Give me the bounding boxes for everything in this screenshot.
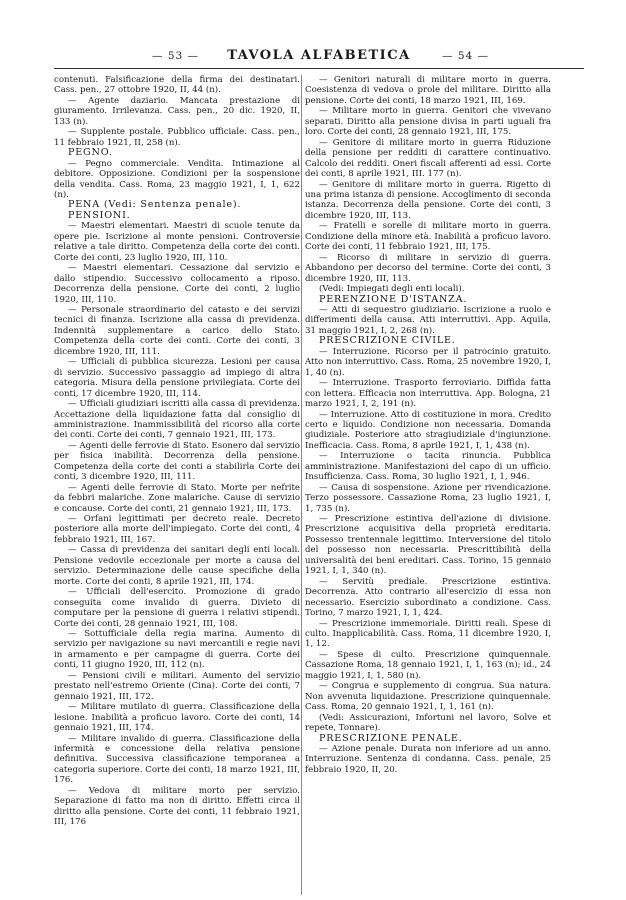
section-heading: PRESCRIZIONE CIVILE. — [319, 335, 456, 347]
entry: — Sottufficiale della regia marina. Aumento di servizio per navigazione su navi mercantili e regie navi in armamento e per campagne di guerra. Corte dei conti, 11 giugno 1920, III, 112 (n). — [54, 629, 300, 671]
entry: — Militare morto in guerra. Genitori che vivevano separati. Diritto alla pensione divisa in parti uguali fra loro. Corte dei conti, 28 gennaio 1921, III, 175. — [305, 106, 551, 138]
entry: — Maestri elementari. Maestri di scuole tenute da opere pie. Iscrizione al monte pensioni. Controversie relative a tale diritto. Competenza della corte dei conti. Corte dei conti, 23 luglio 1920, III, 110. — [54, 221, 300, 263]
right-column — [305, 75, 551, 775]
page-number-right: — 54 — — [442, 50, 490, 62]
entry: — Ufficiali dell'esercito. Promozione di grado conseguita come invalido di guerra. Divieto di computare per la pensione di guerra i relativi stipendi. Corte dei conti, 28 gennaio 1921, III, 108. — [54, 587, 300, 629]
section-heading: PERENZIONE D'ISTANZA. — [319, 293, 468, 305]
entry: — Interruzione. Trasporto ferroviario. Diffida fatta con lettera. Efficacia non interruttiva. App. Bologna, 21 marzo 1921, I, 2, 191 (n). — [305, 378, 551, 410]
column-divider — [301, 75, 302, 895]
entry: — Cassa di previdenza dei sanitari degli enti locali. Pensione vedovile eccezionale per morte a causa del servizio. Determinazione delle cause specifiche della morte. Corte dei conti, 8 aprile 1921, III, 174. — [54, 545, 300, 587]
entry: — Orfani legittimati per decreto reale. Decreto posteriore alla morte dell'impiegato. Corte dei conti, 4 febbraio 1921, III, 167. — [54, 514, 300, 545]
entry: — Ufficiali giudiziari iscritti alla cassa di previdenza. Accettazione della liquidazione fatta dal consiglio di amministrazione. Inammissibilità del ricorso alla corte dei conti. Corte dei conti, 7 gennaio 1921, III, 173. — [54, 399, 300, 441]
entry: — Azione penale. Durata non inferiore ad un anno. Interruzione. Sentenza di condanna. Cass. penale, 25 febbraio 1920, II, 20. — [305, 744, 551, 775]
page-header — [54, 48, 584, 68]
section-heading: PEGNO. — [68, 147, 113, 159]
entry: — Ufficiali di pubblica sicurezza. Lesioni per causa di servizio. Successivo passaggio ad impiego di altra categoria. Misura della pensione privilegiata. Corte dei conti, 17 dicembre 1920, III, 114. — [54, 357, 300, 399]
entry: — Prescrizione immemoriale. Diritti reali. Spese di culto. Inapplicabilità. Cass. Roma, 11 dicembre 1920, I, 1, 12. — [305, 618, 551, 650]
entry: — Interruzione o tacita rinuncia. Pubblica amministrazione. Manifestazioni del capo di un ufficio. Insufficienza. Cass. Roma, 30 luglio 1921, I, 1, 946. — [305, 451, 551, 483]
section-heading: PRESCRIZIONE PENALE. — [319, 732, 463, 744]
entry: — Atti di sequestro giudiziario. Iscrizione a ruolo e differimenti della causa. Atti interruttivi. App. Aquila, 31 maggio 1921, I, 2, 268 (n). — [305, 304, 551, 336]
entry: — Militare invalido di guerra. Classificazione della infermità e concessione della relativa pensione definitiva. Successiva classificazione temporanea a categoria superiore. Corte dei conti, 18 marzo 1921, III, 176. — [54, 733, 300, 786]
entry: — Maestri elementari. Cessazione dal servizio e dallo stipendio. Successivo collocamento a riposo. Decorrenza della pensione. Corte dei conti, 2 luglio 1920, III, 110. — [54, 263, 300, 305]
left-column — [54, 75, 300, 828]
entry: — Prescrizione estintiva dell'azione di divisione. Prescrizione acquisitiva della proprietà ereditaria. Possesso trentennale legittimo. Interversione del titolo del possesso non necessaria. Prescrittibilità della universalità dei beni ereditari. Cass. Torino, 15 gennaio 1921, I, 1, 340 (n). — [305, 514, 551, 577]
entry: — Causa di sospensione. Azione per rivendicazione. Terzo possessore. Cassazione Roma, 23 luglio 1921, I, 1, 735 (n). — [305, 482, 551, 514]
entry: — Agente daziario. Mancata prestazione di giuramento. Irrilevanza. Cass. pen., 20 dic. 1920, II, 133 (n). — [54, 95, 300, 127]
entry: — Agenti delle ferrovie di Stato. Morte per nefrite da febbri malariche. Zone malariche. Cause di servizio e concause. Corte dei conti, 21 gennaio 1921, III, 173. — [54, 482, 300, 514]
cross-reference: (Vedi: Assicurazioni, Infortuni nel lavoro, Solve et repete, Tonnare). — [305, 712, 551, 734]
entry: — Genitori naturali di militare morto in guerra. Coesistenza di vedova o prole del militare. Diritto alla pensione. Corte dei conti, 18 marzo 1921, III, 169. — [305, 75, 551, 106]
entry: — Pegno commerciale. Vendita. Intimazione al debitore. Opposizione. Condizioni per la sospensione della vendita. Cass. Roma, 23 maggio 1921, I, 1, 622 (n). — [54, 158, 300, 200]
entry: — Fratelli e sorelle di militare morto in guerra. Condizione della minore età. Inabilità a proficuo lavoro. Corte dei conti, 11 febbraio 1921, III, 175. — [305, 221, 551, 253]
entry: — Agenti delle ferrovie di Stato. Esonero dal servizio per fisica inabilità. Decorrenza della pensione. Competenza della corte dei conti a stabilirla Corte dei conti, 3 dicembre 1920, III, 111. — [54, 440, 300, 483]
entry: — Interruzione. Ricorso per il patrocinio gratuito. Atto non interruttivo. Cass. Roma, 25 novembre 1920, I, 1, 40 (n). — [305, 346, 551, 378]
entry: — Personale straordinario del catasto e dei servizi tecnici di finanza. Iscrizione alla cassa di previdenza. Indennità supplementare a carico dello Stato. Competenza della corte dei conti. Corte dei conti, 3 dicembre 1920, III, 111. — [54, 304, 300, 357]
entry: — Ricorso di militare in servizio di guerra. Abbandono per decorso del termine. Corte dei conti, 3 dicembre 1920, III, 113. — [305, 252, 551, 284]
entry: — Militare mutilato di guerra. Classificazione della lesione. Inabilità a proficuo lavoro. Corte dei conti, 14 gennaio 1921, III, 174. — [54, 702, 300, 734]
page-number-left: — 53 — — [152, 50, 200, 62]
entry: — Servitù prediale. Prescrizione estintiva. Decorrenza. Atto contrario all'esercizio di essa non necessario. Esercizio subordinato a condizione. Cass. Torino, 7 marzo 1921, I, 1, 424. — [305, 576, 551, 619]
section-heading: PENA (Vedi: Sentenza penale). — [68, 199, 242, 211]
page-title: TAVOLA ALFABETICA — [227, 48, 411, 63]
entry: — Spese di culto. Prescrizione quinquennale. Cassazione Roma, 18 gennaio 1921, I, 1, 163 (n); id., 24 maggio 1921, I, 1, 580 (n). — [305, 649, 551, 681]
entry: contenuti. Falsificazione della firma dei destinatari. Cass. pen., 27 ottobre 1920, II, 44 (n). — [54, 75, 300, 96]
entry: — Interruzione. Atto di costituzione in mora. Credito certo e liquido. Condizione non necessaria. Domanda giudiziale. Posteriore atto stragiudiziale d'ingiunzione. Inefficacia. Cass. Roma, 8 aprile 1921, I, 1, 438 (n). — [305, 409, 551, 451]
entry: — Pensioni civili e militari. Aumento del servizio prestato nell'estremo Oriente (Cina). Corte dei conti, 7 gennaio 1921, III, 172. — [54, 670, 300, 702]
section-heading: PENSIONI. — [68, 209, 131, 221]
entry: — Genitore di militare morto in guerra Riduzione della pensione per redditi di carattere continuativo. Calcolo dei redditi. Oneri fiscali afferenti ad essi. Corte dei conti, 8 aprile 1921, III. 177 (n). — [305, 137, 551, 180]
header-rule — [54, 68, 584, 69]
entry: — Genitore di militare morto in guerra. Rigetto di una prima istanza di pensione. Accoglimento di seconda istanza. Decorrenza della pensione. Corte dei conti, 3 dicembre 1920, III, 113. — [305, 179, 551, 221]
cross-reference: (Vedi: Impiegati degli enti locali). — [319, 284, 465, 295]
entry: — Congrua e supplemento di congrua. Sua natura. Non avvenuta liquidazione. Prescrizione quinquennale. Cass. Roma, 20 gennaio 1921, I, 1, 161 (n). — [305, 681, 551, 713]
entry: — Vedova di militare morto per servizio. Separazione di fatto ma non di diritto. Effetti circa il diritto alla pensione. Corte dei conti, 11 febbraio 1921, III, 176 — [54, 785, 300, 828]
entry: — Supplente postale. Pubblico ufficiale. Cass. pen., 11 febbraio 1921, II, 258 (n). — [54, 127, 300, 148]
